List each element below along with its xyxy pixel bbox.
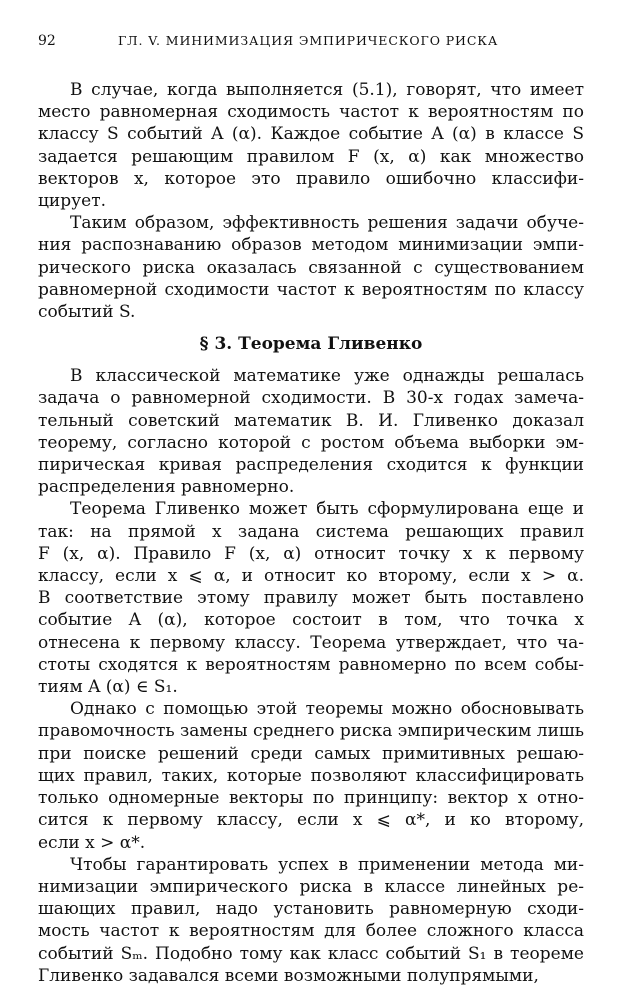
book-page [38,30,584,987]
text-line: шающих правил, надо установить равномерную сходи- [38,899,584,920]
paragraph [38,854,584,987]
text-line: распределения равномерно. [38,477,295,498]
text-line: тиям A (α) ∈ S₁. [38,677,178,698]
text-line: место равномерная сходимость частот к вероятностям по [38,102,584,123]
intro-paragraphs [38,79,584,323]
paragraph [38,498,584,698]
text-line: рического риска оказалась связанной с существованием [38,257,584,278]
running-head: ГЛ. V. МИНИМИЗАЦИЯ ЭМПИРИЧЕСКОГО РИСКА [118,33,499,48]
paragraph [38,212,584,323]
body-text [38,79,584,987]
text-line: векторов x, которое это правило ошибочно классифи- [38,168,584,189]
paragraph [38,698,584,853]
section-title: § 3. Теорема Гливенко [199,334,423,355]
text-line: событие A (α), которое состоит в том, что точка x [38,610,584,631]
text-line: нимизации эмпирического риска в классе линейных ре- [38,876,584,897]
text-line: ния распознаванию образов методом минимизации эмпи- [38,235,584,256]
text-line: Чтобы гарантировать успех в применении метода ми- [70,854,584,875]
text-line: цирует. [38,191,107,212]
text-line: Гливенко задавался всеми возможными полупрямыми, [38,965,539,986]
page-number: 92 [38,33,56,49]
text-line: событий S. [38,302,136,323]
text-line: теорему, согласно которой с ростом объема выборки эм- [38,432,584,453]
text-line: В случае, когда выполняется (5.1), говорят, что имеет [70,80,584,100]
text-line: Теорема Гливенко может быть сформулирована еще и [70,499,584,520]
text-line: правомочность замены среднего риска эмпирическим лишь [38,721,584,742]
text-line: тельный советский математик В. И. Гливенко доказал [38,410,584,431]
text-line: Однако с помощью этой теоремы можно обосновывать [70,699,584,720]
text-line: В классической математике уже однажды решалась [70,366,584,387]
text-line: мость частот к вероятностям для более сложного класса [38,921,584,942]
text-line: Таким образом, эффективность решения задачи обуче- [70,213,584,234]
page-header [38,30,584,52]
text-line: отнесена к первому классу. Теорема утверждает, что ча- [38,632,584,653]
text-line: сится к первому классу, если x ⩽ α*, и ко второму, [38,810,584,831]
paragraph [38,79,584,212]
text-line: пирическая кривая распределения сходится к функции [38,455,584,476]
paragraph [38,365,584,498]
text-line: задается решающим правилом F (x, α) как множество [38,146,584,167]
text-line: только одномерные векторы по принципу: вектор x отно- [38,788,584,809]
text-line: если x > α*. [38,832,146,853]
text-line: F (x, α). Правило F (x, α) относит точку x к первому [38,543,584,564]
section-paragraphs [38,365,584,987]
text-line: так: на прямой x задана система решающих правил [38,521,584,542]
text-line: событий Sₘ. Подобно тому как класс событий S₁ в теореме [38,943,584,964]
text-line: при поиске решений среди самых примитивных решаю- [38,743,584,764]
text-line: щих правил, таких, которые позволяют классифицировать [38,765,584,786]
text-line: классу, если x ⩽ α, и относит ко второму, если x > α. [38,566,584,587]
text-line: задача о равномерной сходимости. В 30-х годах замеча- [38,388,584,409]
text-line: стоты сходятся к вероятностям равномерно по всем собы- [38,654,584,675]
text-line: равномерной сходимости частот к вероятностям по классу [38,279,584,300]
text-line: классу S событий A (α). Каждое событие A (α) в классе S [38,124,584,145]
text-line: В соответствие этому правилу может быть поставлено [38,588,584,609]
